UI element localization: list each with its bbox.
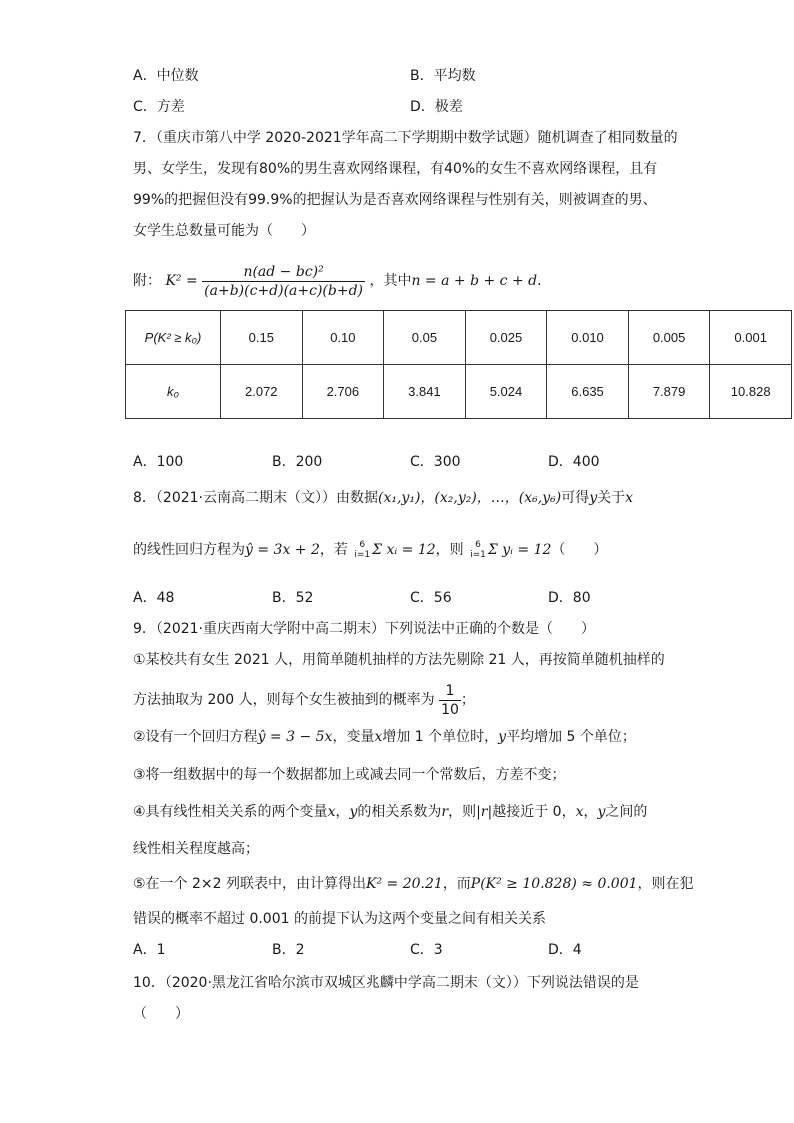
fraction-denominator: 10	[441, 701, 459, 718]
q9-statement-4-line1	[133, 802, 647, 822]
option-text: 中位数	[156, 68, 199, 84]
option-text: 方差	[156, 99, 185, 115]
sum-limits	[468, 540, 488, 560]
q8-text: 的线性回归方程为	[133, 542, 245, 558]
q7-formula	[133, 262, 551, 300]
option-letter: B．	[272, 454, 296, 470]
table-cell: 3.841	[384, 365, 466, 419]
option-letter: A．	[133, 454, 157, 470]
table-cell: 0.10	[302, 311, 384, 365]
q9-statement-3: ③将一组数据中的每一个数据都加上或减去同一个常数后，方差不变；	[133, 767, 566, 783]
option-letter: D．	[410, 99, 435, 115]
option-text: 1	[156, 942, 166, 958]
q9-var-y: y	[498, 729, 507, 745]
q8-text: 可得	[561, 490, 590, 506]
q8-text: ，则	[435, 542, 464, 558]
q9-text: 之间的	[605, 804, 648, 820]
formula-end: ．	[537, 273, 552, 289]
option-letter: B．	[272, 590, 296, 606]
option-text: 400	[572, 454, 600, 470]
q9-statement-1-line1: ①某校共有女生 2021 人，用简单随机抽样的方法先剔除 21 人，再按简单随机抽样的	[133, 652, 665, 668]
q9-text: ④具有线性相关关系的两个变量	[133, 804, 328, 820]
option-letter: C．	[133, 99, 157, 115]
q9-abs-r: |r|	[476, 804, 493, 820]
q9-var-x: x	[575, 804, 584, 820]
q9-text: ，而	[442, 876, 471, 892]
q8-text: 关于	[597, 490, 626, 506]
option-text: 52	[295, 590, 314, 606]
q7-option-d	[548, 452, 600, 472]
q6-option-b	[410, 66, 476, 86]
q9-k-squared: K² = 20.21	[366, 876, 443, 892]
q7-option-a	[133, 452, 183, 472]
q8-option-d	[548, 588, 591, 608]
table-cell: 10.828	[710, 365, 792, 419]
q8-sum-y: Σ yᵢ = 12	[487, 542, 552, 558]
option-text: 300	[433, 454, 461, 470]
q8-regression-equation: ŷ = 3x + 2	[245, 542, 320, 558]
q9-var-x: x	[374, 729, 383, 745]
q9-text: ，	[335, 804, 350, 820]
q8-var-x: x	[625, 490, 634, 506]
q9-option-b	[272, 940, 305, 960]
table-row-probability	[126, 311, 792, 365]
option-letter: A．	[133, 590, 157, 606]
q9-text: 平均增加 5 个单位；	[506, 729, 636, 745]
table-cell: 0.025	[465, 311, 547, 365]
formula-suffix: ，其中	[369, 273, 412, 289]
option-letter: C．	[410, 590, 434, 606]
q8-option-c	[410, 588, 452, 608]
option-text: 100	[156, 454, 184, 470]
q9-option-a	[133, 940, 166, 960]
formula-denominator: (a+b)(c+d)(a+c)(b+d)	[204, 282, 364, 299]
option-letter: B．	[410, 68, 434, 84]
sum-lower: i=1	[470, 550, 486, 560]
table-header-k0: k₀	[126, 365, 221, 419]
q9-statement-5-line1	[133, 874, 694, 894]
q9-text: 增加 1 个单位时，	[382, 729, 499, 745]
q9-var-y: y	[597, 804, 606, 820]
q9-var-x: x	[327, 804, 336, 820]
q9-var-y: y	[349, 804, 358, 820]
option-letter: B．	[272, 942, 296, 958]
option-text: 200	[295, 454, 323, 470]
sum-lower: i=1	[354, 550, 371, 560]
q9-option-d	[548, 940, 582, 960]
table-cell: 6.635	[547, 365, 629, 419]
q9-statement-1-line2	[133, 680, 475, 720]
q9-text: 的相关系数为	[357, 804, 442, 820]
q10-stem-line1: 10．（2020·黑龙江省哈尔滨市双城区兆麟中学高二期末（文））下列说法错误的是	[133, 975, 639, 991]
table-cell: 0.005	[628, 311, 710, 365]
q8-data-points: (x₁,y₁)，(x₂,y₂)，…，(x₆,y₆)	[378, 490, 562, 506]
formula-numerator: n(ad − bc)²	[243, 263, 324, 280]
option-letter: D．	[548, 454, 573, 470]
q7-stem-line4: 女学生总数量可能为（ ）	[133, 223, 315, 239]
q7-stem-line2: 男、女学生，发现有80%的男生喜欢网络课程，有40%的女生不喜欢网络课程，且有	[133, 161, 658, 177]
option-text: 2	[295, 942, 305, 958]
critical-value-table	[125, 310, 792, 419]
table-cell: 7.879	[628, 365, 710, 419]
q9-text: ，	[583, 804, 598, 820]
q9-probability: P(K² ≥ 10.828) ≈ 0.001	[470, 876, 638, 892]
option-letter: A．	[133, 942, 157, 958]
option-letter: A．	[133, 68, 157, 84]
option-text: 56	[433, 590, 452, 606]
q9-stem: 9．（2021·重庆西南大学附中高二期末）下列说法中正确的个数是（ ）	[133, 621, 595, 637]
q8-text: （ ）	[551, 542, 608, 558]
q6-option-d	[410, 97, 463, 117]
q8-text: 8．（2021·云南高二期末（文））由数据	[133, 490, 378, 506]
q9-text: ，则在犯	[637, 876, 694, 892]
option-text: 4	[572, 942, 582, 958]
table-row-k0	[126, 365, 792, 419]
sum-upper: 6	[359, 540, 366, 550]
probability-fraction	[439, 682, 461, 719]
option-text: 48	[156, 590, 175, 606]
q9-statement-2	[133, 727, 636, 747]
formula-n-definition: n = a + b + c + d	[411, 273, 538, 289]
q9-text: 越接近于 0，	[492, 804, 576, 820]
q8-stem-line1	[133, 488, 633, 508]
option-letter: D．	[548, 942, 573, 958]
q8-option-a	[133, 588, 174, 608]
option-letter: C．	[410, 942, 434, 958]
q9-text: 方法抽取为 200 人，则每个女生被抽到的概率为	[133, 692, 435, 708]
q9-regression-equation: ŷ = 3 − 5x	[257, 729, 333, 745]
fraction-numerator: 1	[445, 682, 455, 699]
q8-option-b	[272, 588, 313, 608]
q6-option-a	[133, 66, 199, 86]
q9-var-r: r	[441, 804, 449, 820]
q6-option-c	[133, 97, 185, 117]
q8-sum-x: Σ xᵢ = 12	[372, 542, 436, 558]
formula-fraction	[202, 263, 365, 300]
q9-text: ⑤在一个 2×2 列联表中，由计算得出	[133, 876, 366, 892]
q9-text: ；	[460, 692, 475, 708]
q9-text: ，则	[448, 804, 477, 820]
q9-text: ，变量	[332, 729, 375, 745]
formula-prefix: 附：	[133, 273, 161, 289]
table-cell: 2.706	[302, 365, 384, 419]
q9-text: ②设有一个回归方程	[133, 729, 258, 745]
q8-stem-line2	[133, 532, 607, 568]
table-cell: 0.15	[221, 311, 303, 365]
sum-upper: 6	[475, 540, 481, 550]
q8-var-y: y	[589, 490, 598, 506]
formula-lhs: K² =	[165, 273, 198, 289]
option-letter: D．	[548, 590, 573, 606]
q10-stem-line2: （ ）	[133, 1006, 189, 1022]
option-text: 80	[572, 590, 591, 606]
sum-limits	[352, 540, 372, 560]
table-cell: 0.010	[547, 311, 629, 365]
q7-option-b	[272, 452, 322, 472]
option-text: 平均数	[433, 68, 476, 84]
q7-stem-line1: 7．（重庆市第八中学 2020-2021学年高二下学期期中数学试题）随机调查了相同数量的	[133, 130, 678, 146]
q8-text: ，若	[319, 542, 348, 558]
table-cell: 5.024	[465, 365, 547, 419]
q9-statement-4-line2: 线性相关程度越高；	[133, 841, 259, 857]
option-text: 3	[433, 942, 443, 958]
q7-option-c	[410, 452, 461, 472]
table-header-probability: P(K² ≥ k₀)	[126, 311, 221, 365]
table-cell: 0.05	[384, 311, 466, 365]
table-cell: 0.001	[710, 311, 792, 365]
option-text: 极差	[434, 99, 463, 115]
q9-statement-5-line2: 错误的概率不超过 0.001 的前提下认为这两个变量之间有相关关系	[133, 911, 546, 927]
q7-stem-line3: 99%的把握但没有99.9%的把握认为是否喜欢网络课程与性别有关，则被调查的男、	[133, 192, 657, 208]
option-letter: C．	[410, 454, 434, 470]
q9-option-c	[410, 940, 443, 960]
table-cell: 2.072	[221, 365, 303, 419]
